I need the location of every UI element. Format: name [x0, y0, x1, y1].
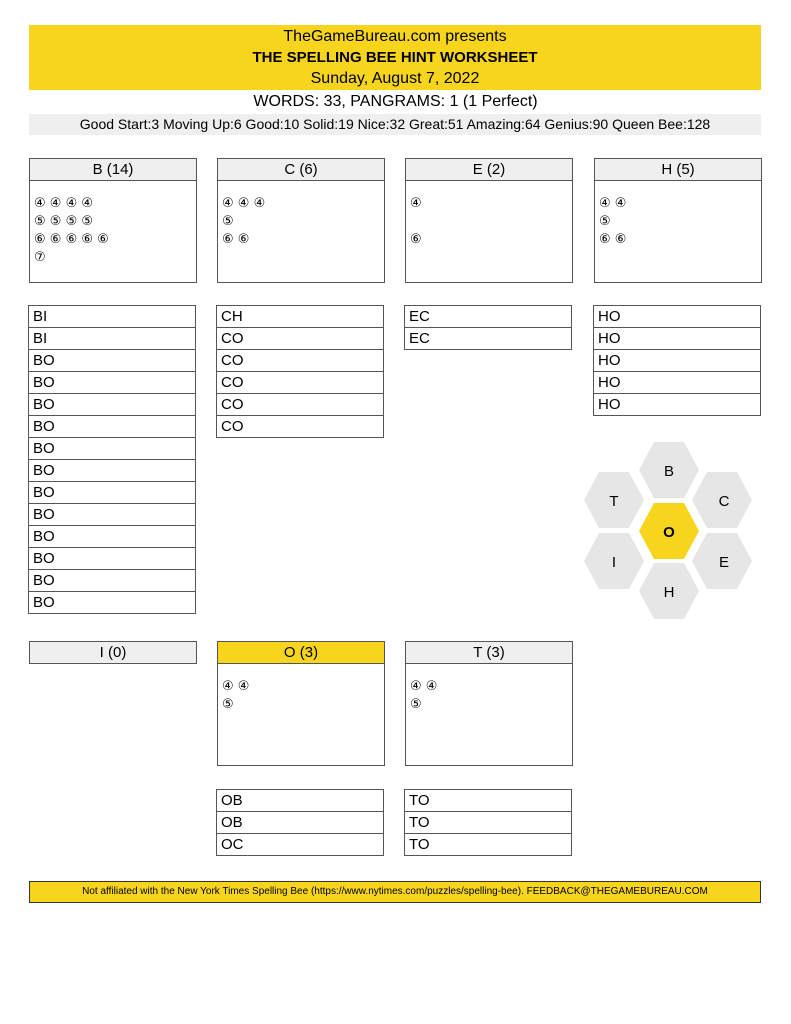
tally-row: ⑤	[222, 214, 234, 229]
tally-row: ⑥ ⑥	[599, 232, 627, 247]
prefix-cell: BO	[28, 372, 196, 394]
tally-row	[410, 213, 572, 231]
tally-row: ⑤	[599, 214, 611, 229]
letter-box-header: T (3)	[406, 642, 572, 664]
tally-row: ④ ④ ④ ④	[34, 196, 94, 211]
letter-box-o	[217, 641, 385, 766]
letter-hive	[578, 440, 760, 622]
letter-box-header: E (2)	[406, 159, 572, 181]
prefix-cell: BO	[28, 438, 196, 460]
tally-row: ⑤	[222, 697, 234, 712]
tally-row: ⑦	[34, 250, 46, 265]
hex-letter-center: O	[663, 524, 675, 541]
prefix-list-b	[28, 305, 196, 614]
prefix-cell: TO	[404, 789, 572, 812]
letter-box-b	[29, 158, 197, 283]
letter-box-header: I (0)	[30, 642, 196, 663]
rank-thresholds: Good Start:3 Moving Up:6 Good:10 Solid:19 Nice:32 Great:51 Amazing:64 Genius:90 Queen Bee:128	[29, 114, 761, 135]
prefix-list-c	[216, 305, 384, 438]
prefix-cell: CO	[216, 394, 384, 416]
hex-letter-t: T	[609, 493, 619, 510]
prefix-cell: CO	[216, 350, 384, 372]
hex-letter-e: E	[718, 554, 730, 571]
puzzle-date: Sunday, August 7, 2022	[310, 70, 480, 87]
prefix-cell: HO	[593, 372, 761, 394]
hex-letter-b: B	[663, 463, 675, 480]
prefix-cell: HO	[593, 305, 761, 328]
prefix-cell: CH	[216, 305, 384, 328]
length-tally	[595, 181, 761, 282]
tally-row: ④ ④ ④	[222, 196, 266, 211]
presenter-line: TheGameBureau.com presents	[283, 28, 507, 45]
disclaimer-footer: Not affiliated with the New York Times Spelling Bee (https://www.nytimes.com/puzzles/spelling-bee). FEEDBACK@THEGAMEBUREAU.COM	[29, 881, 761, 903]
tally-row: ⑥ ⑥ ⑥ ⑥ ⑥	[34, 232, 109, 247]
prefix-cell: BO	[28, 394, 196, 416]
prefix-cell: BI	[28, 305, 196, 328]
tally-row: ④	[410, 196, 422, 211]
length-tally	[218, 664, 384, 765]
prefix-cell: BO	[28, 350, 196, 372]
prefix-cell: BO	[28, 592, 196, 614]
prefix-cell: BO	[28, 482, 196, 504]
tally-row: ⑤	[410, 697, 422, 712]
letter-box-header: C (6)	[218, 159, 384, 181]
prefix-cell: OB	[216, 812, 384, 834]
prefix-list-t	[404, 789, 572, 856]
length-tally	[30, 181, 196, 282]
letter-box-header: O (3)	[218, 642, 384, 664]
prefix-cell: BO	[28, 416, 196, 438]
tally-row: ④ ④	[222, 679, 250, 694]
tally-row: ⑤ ⑤ ⑤ ⑤	[34, 214, 94, 229]
length-tally	[406, 181, 572, 282]
tally-row: ⑥	[410, 232, 422, 247]
prefix-list-o	[216, 789, 384, 856]
prefix-cell: EC	[404, 305, 572, 328]
prefix-cell: BO	[28, 570, 196, 592]
letter-box-header: H (5)	[595, 159, 761, 181]
hex-letter-c: C	[718, 493, 730, 510]
tally-row: ④ ④	[599, 196, 627, 211]
prefix-cell: OC	[216, 834, 384, 856]
prefix-cell: BO	[28, 504, 196, 526]
prefix-cell: HO	[593, 394, 761, 416]
hex-letter-h: H	[663, 584, 675, 601]
page-title: THE SPELLING BEE HINT WORKSHEET	[252, 49, 538, 66]
prefix-list-e	[404, 305, 572, 350]
length-tally	[406, 664, 572, 765]
letter-box-c	[217, 158, 385, 283]
prefix-cell: HO	[593, 350, 761, 372]
prefix-cell: TO	[404, 834, 572, 856]
letter-box-header: B (14)	[30, 159, 196, 181]
letter-box-i	[29, 641, 197, 664]
length-tally	[218, 181, 384, 282]
prefix-cell: CO	[216, 416, 384, 438]
tally-row: ④ ④	[410, 679, 438, 694]
title-banner	[29, 25, 761, 90]
prefix-cell: TO	[404, 812, 572, 834]
tally-row: ⑥ ⑥	[222, 232, 250, 247]
prefix-list-h	[593, 305, 761, 416]
letter-box-h	[594, 158, 762, 283]
letter-box-t	[405, 641, 573, 766]
prefix-cell: OB	[216, 789, 384, 812]
prefix-cell: BO	[28, 548, 196, 570]
word-summary: WORDS: 33, PANGRAMS: 1 (1 Perfect)	[253, 93, 538, 110]
hex-letter-i: I	[611, 554, 617, 571]
prefix-cell: BO	[28, 526, 196, 548]
prefix-cell: EC	[404, 328, 572, 350]
prefix-cell: CO	[216, 328, 384, 350]
prefix-cell: HO	[593, 328, 761, 350]
prefix-cell: BO	[28, 460, 196, 482]
letter-box-e	[405, 158, 573, 283]
prefix-cell: BI	[28, 328, 196, 350]
prefix-cell: CO	[216, 372, 384, 394]
